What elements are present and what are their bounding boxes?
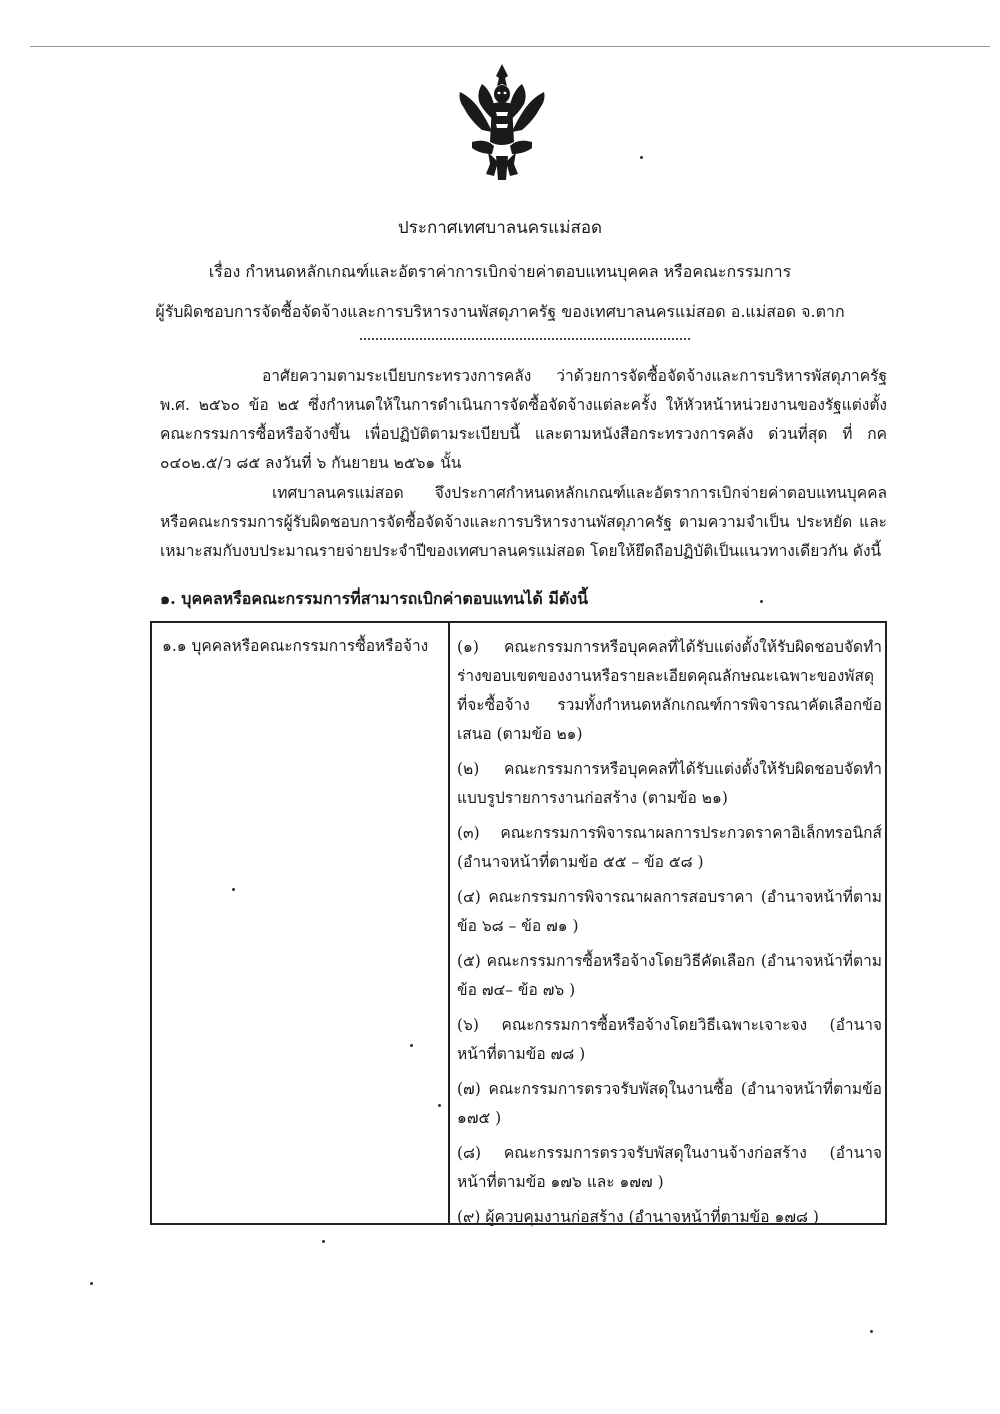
section-heading-1: ๑. บุคคลหรือคณะกรรมการที่สามารถเบิกค่าตอบแทนได้ มีดังนี้ [160, 589, 588, 608]
title-divider [360, 338, 690, 340]
scan-speck [232, 888, 235, 891]
committee-item-5: (๕) คณะกรรมการซื้อหรือจ้างโดยวิธีคัดเลือก (อำนาจหน้าที่ตามข้อ ๗๔– ข้อ ๗๖ ) [457, 952, 882, 999]
committee-table [150, 621, 887, 1225]
scan-speck [90, 1282, 93, 1285]
scan-speck [322, 1240, 325, 1243]
table-column-divider [448, 623, 450, 1223]
scan-speck [640, 156, 643, 159]
intro-paragraph: อาศัยความตามระเบียบกระทรวงการคลัง ว่าด้วยการจัดซื้อจัดจ้างและการบริหารพัสดุภาครัฐ พ.ศ. ๒๕๖๐ ข้อ ๒๕ ซึ่งกำหนดให้ในการดำเนินการจัดซื้อจัดจ้างแต่ละครั้ง ให้หัวหน้าหน่วยงานของรัฐแต่งตั้งคณะกรรมการซื้อหรือจ้างขึ้น เพื่อปฏิบัติตามระเบียบนี้ และตามหนังสือกระทรวงการคลัง ด่วนที่สุด ที่ กค ๐๔๐๒.๕/ว ๘๕ ลงวันที่ ๖ กันยายน ๒๕๖๑ นั้น [160, 367, 887, 472]
subject-line-2: ผู้รับผิดชอบการจัดซื้อจัดจ้างและการบริหารงานพัสดุภาครัฐ ของเทศบาลนครแม่สอด อ.แม่สอด จ.ตาก [155, 302, 845, 321]
table-items [457, 633, 882, 1238]
committee-item-3: (๓) คณะกรรมการพิจารณาผลการประกวดราคาอิเล็กทรอนิกส์ (อำนาจหน้าที่ตามข้อ ๕๕ – ข้อ ๕๘ ) [457, 824, 882, 871]
scan-speck [438, 1104, 441, 1107]
committee-item-9: (๙) ผู้ควบคุมงานก่อสร้าง (อำนาจหน้าที่ตามข้อ ๑๗๘ ) [457, 1208, 819, 1226]
scan-speck [410, 1044, 413, 1047]
announcement-paragraph: เทศบาลนครแม่สอด จึงประกาศกำหนดหลักเกณฑ์และอัตราการเบิกจ่ายค่าตอบแทนบุคคลหรือคณะกรรมการผู้รับผิดชอบการจัดซื้อจัดจ้างและการบริหารงานพัสดุภาครัฐ ตามความจำเป็น ประหยัด และเหมาะสมกับงบประมาณรายจ่ายประจำปีของเทศบาลนครแม่สอด โดยให้ยึดถือปฏิบัติเป็นแนวทางเดียวกัน ดังนี้ [160, 484, 887, 560]
committee-item-1: (๑) คณะกรรมการหรือบุคคลที่ได้รับแต่งตั้งให้รับผิดชอบจัดทำร่างขอบเขตของงานหรือรายละเอียดคุณลักษณะเฉพาะของพัสดุที่จะซื้อจ้าง รวมทั้งกำหนดหลักเกณฑ์การพิจารณาคัดเลือกข้อเสนอ (ตามข้อ ๒๑) [457, 638, 882, 743]
scan-speck [760, 600, 763, 603]
table-left-label: ๑.๑ บุคคลหรือคณะกรรมการซื้อหรือจ้าง [162, 637, 429, 655]
committee-item-8: (๘) คณะกรรมการตรวจรับพัสดุในงานจ้างก่อสร้าง (อำนาจหน้าที่ตามข้อ ๑๗๖ และ ๑๗๗ ) [457, 1144, 882, 1191]
committee-item-6: (๖) คณะกรรมการซื้อหรือจ้างโดยวิธีเฉพาะเจาะจง (อำนาจหน้าที่ตามข้อ ๗๘ ) [457, 1016, 882, 1063]
organization-title: ประกาศเทศบาลนครแม่สอด [397, 218, 603, 238]
committee-item-4: (๔) คณะกรรมการพิจารณาผลการสอบราคา (อำนาจหน้าที่ตามข้อ ๖๘ – ข้อ ๗๑ ) [457, 888, 882, 935]
scan-speck [870, 1330, 873, 1333]
garuda-emblem-icon [452, 62, 552, 182]
committee-item-2: (๒) คณะกรรมการหรือบุคคลที่ได้รับแต่งตั้งให้รับผิดชอบจัดทำแบบรูปรายการงานก่อสร้าง (ตามข้อ ๒๑) [457, 760, 882, 807]
scan-edge-line [30, 46, 990, 47]
subject-line-1: เรื่อง กำหนดหลักเกณฑ์และอัตราค่าการเบิกจ่ายค่าตอบแทนบุคคล หรือคณะกรรมการ [208, 262, 792, 281]
committee-item-7: (๗) คณะกรรมการตรวจรับพัสดุในงานซื้อ (อำนาจหน้าที่ตามข้อ ๑๗๕ ) [457, 1080, 882, 1127]
